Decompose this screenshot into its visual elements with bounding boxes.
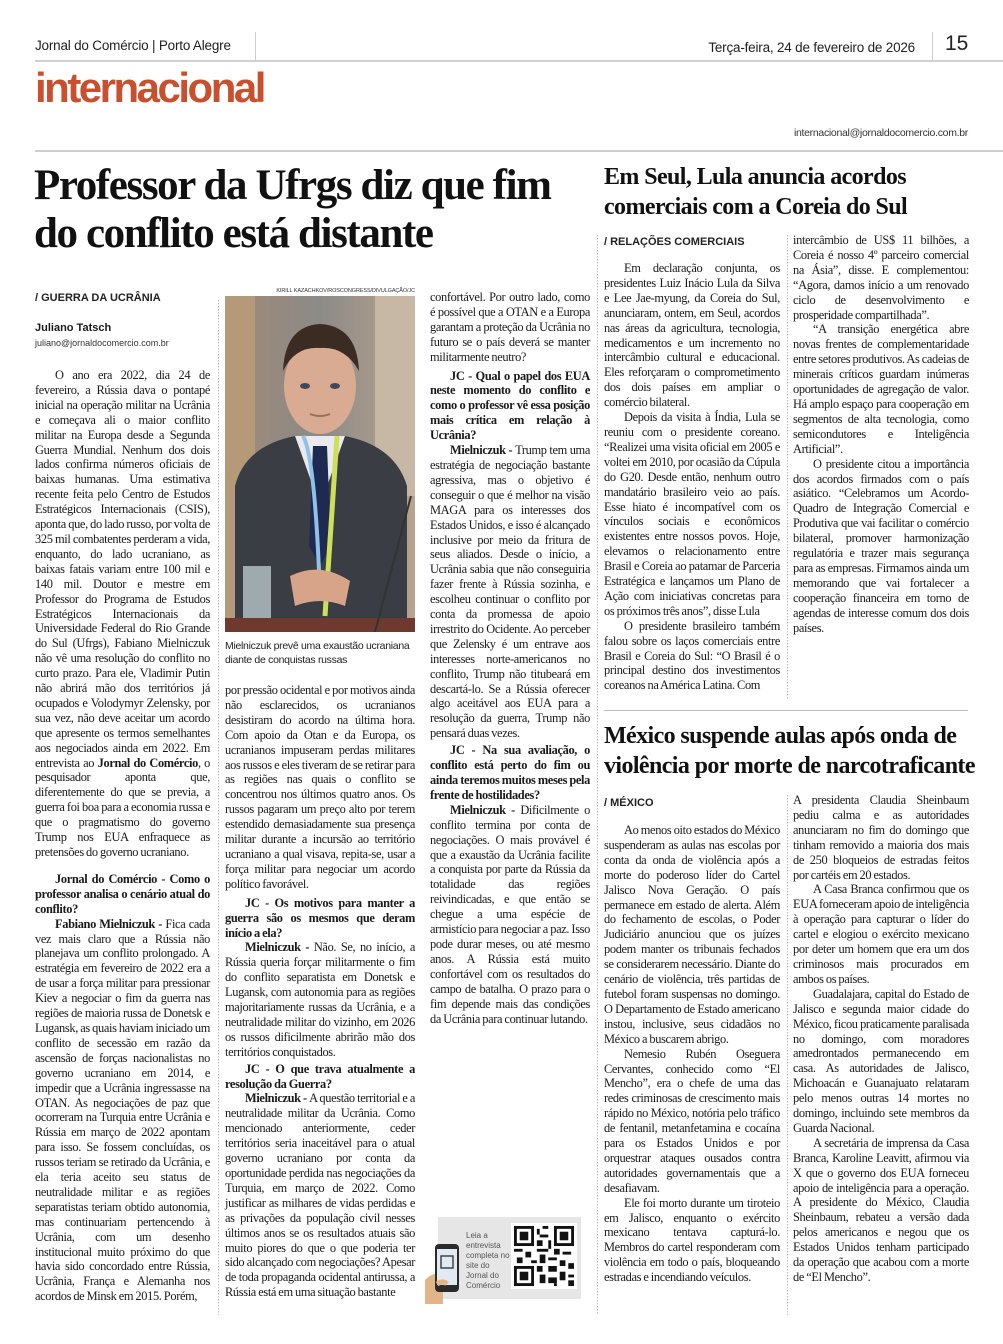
article-separator (604, 710, 968, 711)
section-email[interactable]: internacional@jornaldocomercio.com.br (793, 127, 968, 139)
answer-1 (35, 917, 210, 1305)
mexico-paragraph: Nemesio Rubén Oseguera Cervantes, conhecido como “El Mencho”, era o chefe de uma das redes criminosas de crescimento mais rápido no México, notória pelo tráfico de fentanil, metanfetamina e cocaína para os Estados Unidos e por orquestrar ataques ousados contra autoridades governamentais que a desafiavam. (604, 1046, 780, 1195)
intro-text-end: , o pesquisador aponta que, diferentemente do que se previa, a guerra foi boa para a economia russa e que o pragmatismo do governo Trump nos EUA enfraquece as pretensões do governo ucraniano. (35, 755, 211, 859)
mexico-paragraph: Guadalajara, capital do Estado de Jalisco e segunda maior cidade do México, ficou praticamente paralisada no domingo, com moradores amedrontados permanecendo em casa. As autoridades de Jalisco, Michoacán e Guanajuato relataram pelo menos outras 14 mortes no domingo, incluindo sete membros da Guarda Nacional. (793, 986, 969, 1135)
answer-2 (225, 940, 415, 1059)
question-4: JC - Qual o papel dos EUA neste momento do conflito e como o professor vê essa posição mais crítica em relação à Ucrânia? (430, 368, 590, 443)
portrait-photo (225, 296, 415, 632)
answer-text: Fica cada vez mais claro que a Rússia não planejava um conflito prolongado. A estratégia em fevereiro de 2022 era a de usar a força militar para pressionar Kiev a negociar o fim da guerra nas regiões de maioria russa de Donetsk e Lugansk, as quais haviam iniciado um conflito de secessão em razão da ascensão de forças nacionalistas no governo ucraniano em 2014, e impedir que a Ucrânia ingressasse na OTAN. As negociações de paz que ocorreram na Turquia entre Ucrânia e Rússia em março de 2022 apontam para isso. Se fossem concluídas, os russos teriam se retirado da Ucrânia, e ela teria aceito seu status de neutralidade militar e as regiões separatistas teriam obtido autonomia, mas continuariam pertencendo à Ucrânia, com um desenho institucional muito próximo do que havia sido concordado entre Rússia, Ucrânia, França e Alemanha nos acordos de Minsk em 2015. Porém, (35, 916, 210, 1304)
answer-speaker: Mielniczuk - (450, 443, 516, 458)
answer-4 (430, 443, 590, 741)
main-article-column-1 (35, 368, 210, 1304)
answer-text: por pressão ocidental e por motivos ainda não esclarecidos, os ucranianos desistiram do acordo na última hora. Com apoio da Otan e da Europa, os ucranianos impuseram perdas militares aos russos e eles tiveram de se retirar para as regiões nas quais o conflito se concentrou nos últimos quatro anos. Os russos pagaram um preço alto por terem estendido demasiadamente sua presença militar durante a incursão ao território ucraniano a qual visava, repita-se, usar a força militar para negociar um acordo político favorável. (225, 683, 415, 891)
mexico-article-column-2 (793, 793, 969, 1285)
seul-paragraph-text: O presidente brasileiro também falou sobre os laços comerciais entre Brasil e Coreia do Sul: “O Brasil é o principal destino dos investimentos coreanos na América Latina. Com (604, 618, 780, 693)
answer-5 (430, 803, 590, 1027)
page-number: 15 (945, 32, 969, 55)
column-rule (597, 235, 598, 1315)
question-1: Jornal do Comércio - Como o professor analisa o cenário atual do conflito? (35, 871, 210, 916)
intro-text: O ano era 2022, dia 24 de fevereiro, a Rússia dava o pontapé inicial na operação militar na Ucrânia e começava ali o maior conflito militar na Europa desde a Segunda Guerra Mundial. Nenhum dos dois lados confirma números oficiais de baixas humanas. Uma estimativa recente feita pelo Centro de Estudos Estratégicos Internacionais (CSIS), aponta que, do lado russo, por volta de 325 mil combatentes perderam a vida, enquanto, do lado ucraniano, as baixas fatais variam entre 100 mil e 140 mil. Doutor e mestre em Professor do Programa de Estudos Estratégicos Internacionais da Universidade Federal do Rio Grande do Sul (Ufrgs), Fabiano Mielniczuk não vê uma resolução do conflito no curto prazo. Para ele, Vladimir Putin não abrirá mão dos territórios já ocupados e Volodymyr Zelensky, por sua vez, não deve aceitar um acordo que apresente os termos semelhantes aos negociados ainda em 2022. Em entrevista ao (35, 368, 210, 770)
column-rule (218, 300, 219, 1315)
qr-code[interactable] (511, 1223, 577, 1289)
masthead-divider (255, 32, 256, 62)
photo-credit: KIRILL KAZACHKOV/ROSCONGRESS/DIVULGAÇÃO/JC (276, 288, 415, 294)
seul-paragraph-continued (793, 233, 969, 322)
mexico-paragraph: Ele foi morto durante um tiroteio em Jalisco, enquanto o exército mexicano tentava capturá-lo. Membros do cartel responderam com violência em todo o país, bloqueando estradas e incendiando veículos. (604, 1195, 780, 1285)
answer-speaker: Mielniczuk - (245, 940, 314, 955)
intro-publication-name: Jornal do Comércio (97, 755, 198, 770)
answer-3 (225, 1091, 415, 1300)
portrait-illustration (225, 296, 415, 632)
main-headline: Professor da Ufrgs diz que fim do conflito está distante (34, 162, 551, 257)
question-5: JC - Na sua avaliação, o conflito está perto do fim ou ainda teremos muitos meses pela frente de hostilidades? (430, 743, 590, 802)
mexico-article-tag: / MÉXICO (604, 797, 654, 809)
seul-paragraph: Em declaração conjunta, os presidentes Luiz Inácio Lula da Silva e Lee Jae-myung, da Coreia do Sul, anunciaram, ontem, em Seul, acordos nas áreas da agricultura, tecnologia, medicamentos e um incremento no intercâmbio cultural e educacional. Eles reforçaram o comprometimento dos dois países em ampliar o comércio bilateral. (604, 261, 780, 410)
mexico-paragraph: A presidenta Claudia Sheinbaum pediu calma e as autoridades anunciaram no fim do domingo que tinham removido a maioria dos mais de 250 bloqueios de estradas feitos por cartéis em 20 estados. (793, 793, 969, 882)
section-rule (35, 150, 1003, 152)
answer-text: Trump tem uma estratégia de negociação bastante agressiva, mas o objetivo é conseguir o que é melhor na visão MAGA para os interesses dos Estados Unidos, e isso é alcançado inclusive por meio da fritura de seus aliados. Desde o início, a Ucrânia sabia que não conseguiria fazer frente à Rússia sozinha, e escolheu continuar o conflito por conta da promessa de apoio irrestrito do Ocidente. Ao perceber que Zelensky é um entrave aos interesses norte-americanos no conflito, Trump não titubeará em descartá-lo. Se a Rússia oferecer algo aceitável aos EUA para a resolução da guerra, Trump não pensará duas vezes. (430, 443, 590, 741)
question-3: JC - O que trava atualmente a resolução da Guerra? (225, 1061, 415, 1091)
seul-article-tag: / RELAÇÕES COMERCIAIS (604, 236, 745, 248)
seul-paragraph: Depois da visita à Índia, Lula se reuniu com o presidente coreano. “Realizei uma visita oficial em 2005 e voltei em 2010, por ocasião da Cúpula do G20. Desde então, nenhum outro mandatário brasileiro veio ao país. Esse hiato é incompatível com os vínculos sociais e econômicos existentes entre nossos povos. Hoje, elevamos o relacionamento entre Brasil e Coreia ao patamar de Parceria Estratégica e lançamos um Plano de Ação com iniciativas concretas para os próximos três anos”, disse Lula (604, 410, 780, 618)
publication-name: Jornal do Comércio | Porto Alegre (35, 38, 231, 53)
mexico-paragraph: A secretária de imprensa da Casa Branca, Karoline Leavitt, afirmou via X que o governo dos EUA forneceu apoio de inteligência para a operação. A presidente do México, Claudia Sheinbaum, rebateu a versão dada pelos americanos e negou que os Estados Unidos tenham participado da operação que acabou com a morte de “El Mencho”. (793, 1135, 969, 1284)
column-rule (787, 235, 788, 700)
answer-3-continued (430, 290, 590, 365)
answer-text: A questão territorial e a neutralidade militar da Ucrânia. Como mencionado anteriormente, ceder territórios seria inaceitável para o atual governo ucraniano por conta da oportunidade perdida nas negociações da Turquia, em março de 2022. Como justificar as milhares de vidas perdidas e as privações da população civil nesses últimos anos se os resultados atuais são muito piores do que o que poderia ter sido alcançado com negociações? Apesar de toda propaganda ocidental antirussa, a Rússia está em uma situação bastante (225, 1091, 416, 1300)
masthead-divider (932, 32, 933, 62)
answer-text: Não. Se, no início, a Rússia queria forçar militarmente o fim do conflito separatista em Donetsk e Lugansk, com autonomia para as regiões majoritariamente russas da Ucrânia, e a neutralidade militar do vizinho, em 2026 os russos dificilmente abrirão mão dos territórios conquistados. (225, 940, 416, 1059)
header-rule (35, 60, 1003, 62)
answer-speaker: Mielniczuk - (245, 1091, 310, 1106)
main-article-column-2 (225, 683, 415, 1300)
seul-headline: Em Seul, Lula anuncia acordos comerciais com a Coreia do Sul (604, 164, 908, 220)
seul-paragraph (604, 619, 780, 694)
answer-speaker: Mielniczuk - (450, 802, 521, 817)
qr-code-pattern (514, 1226, 574, 1286)
seul-paragraph: “A transição energética abre novas frentes de complementaridade entre setores produtivos. As cadeias de minerais críticos guardam inúmeras oportunidades de agregação de valor. Há amplo espaço para cooperação em segmentos de alta tecnologia, como semicondutores e Inteligência Artificial”. (793, 322, 969, 456)
seul-paragraph: O presidente citou a importância dos acordos firmados com o país asiático. “Celebramos um Acordo-Quadro de Integração Comercial e Produtiva que vai facilitar o comércio bilateral, promover harmonização regulatória e trazer mais segurança para as empresas. Firmamos ainda um memorando que vai fortalecer a cooperação financeira em torno de agendas de interesse comum dos dois países. (793, 456, 969, 635)
qr-promo-text: Leia a entrevista completa no site do Jornal do Comércio (466, 1231, 510, 1290)
seul-paragraph-text: intercâmbio de US$ 11 bilhões, a Coreia é nosso 4º parceiro comercial na Ásia”, disse. E complementou: “Agora, damos início a um renovado ciclo de desenvolvimento e prosperidade compartilhada”. (793, 233, 969, 322)
question-2: JC - Os motivos para manter a guerra são os mesmos que deram início a ela? (225, 895, 415, 940)
phone-scanning-qr-icon (425, 1240, 465, 1304)
answer-speaker: Fabiano Mielniczuk - (55, 916, 166, 931)
seul-article-column-1 (604, 261, 780, 693)
main-article-tag: / GUERRA DA UCRÂNIA (35, 292, 161, 304)
seul-article-column-2 (793, 233, 969, 635)
mexico-paragraph: Ao menos oito estados do México suspenderam as aulas nas escolas por conta da onda de violência após a morte do poderoso líder do Cartel Jalisco Nova Geração. O país permanece em estado de alerta. Além do fechamento de escolas, o Poder Judiciário anunciou que os juízes podem manter os tribunais fechados se considerarem necessário. Diante do cenário de violência, três partidas de futebol foram suspensas no domingo. O Departamento de Estado americano instou, inclusive, seus cidadãos no México a buscarem abrigo. (604, 823, 780, 1046)
answer-text: Dificilmente o conflito termina por conta de negociações. O mais provável é que a exaustão da Ucrânia facilite a conquista por parte da Rússia da totalidade das regiões reivindicadas, e que então se chegue a uma espécie de armistício para negociar a paz. Isso pode durar meses, ou até mesmo anos. A Rússia está muito confortável com os resultados do campo de batalha. O prazo para o fim depende mais das condições da Ucrânia para continuar lutando. (430, 802, 590, 1026)
intro-paragraph (35, 368, 210, 860)
answer-text: confortável. Por outro lado, como é possível que a OTAN e a Europa garantam a proteção da Ucrânia no futuro se o país deverá se manter militarmente neutro? (430, 290, 590, 364)
photo-caption: Mielniczuk prevê uma exaustão ucraniana diante de conquistas russas (225, 640, 410, 666)
author-email[interactable]: juliano@jornaldocomercio.com.br (35, 338, 169, 348)
column-rule (787, 795, 788, 1315)
mexico-headline: México suspende aulas após onda de violência por morte de narcotraficante (604, 723, 975, 779)
issue-date: Terça-feira, 24 de fevereiro de 2026 (708, 40, 915, 55)
section-title: internacional (35, 64, 264, 111)
mexico-paragraph: A Casa Branca confirmou que os EUA forneceram apoio de inteligência à operação para capturar o líder do cartel e elogiou o exército mexicano por deter um homem que era um dos criminosos mais procurados em ambos os países. (793, 882, 969, 986)
author-name: Juliano Tatsch (35, 322, 112, 334)
main-article-column-3 (430, 290, 590, 1026)
answer-1-continued (225, 683, 415, 892)
mexico-article-column-1 (604, 823, 780, 1285)
